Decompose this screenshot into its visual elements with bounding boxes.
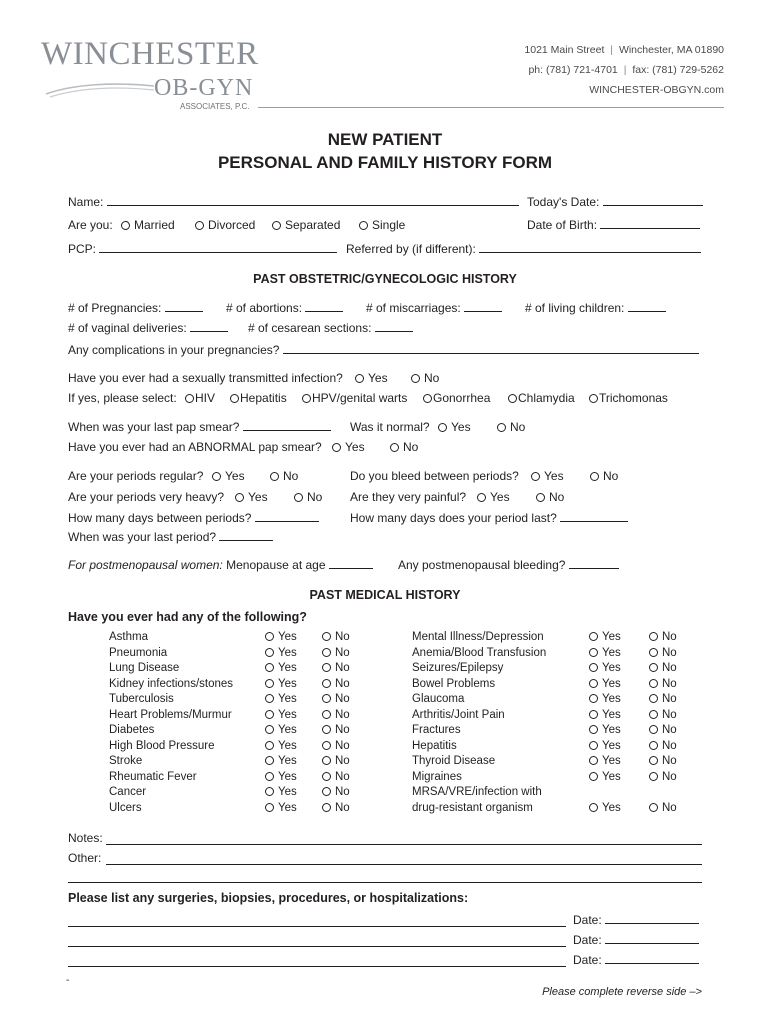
radio-icon	[649, 772, 658, 781]
days-last-field[interactable]	[560, 520, 628, 522]
right-condition-no-option[interactable]: No	[649, 693, 677, 705]
medical-heading: PAST MEDICAL HISTORY	[309, 588, 461, 602]
left-condition-label: Kidney infections/stones	[109, 677, 234, 690]
mrsa-yes-option[interactable]: Yes	[589, 802, 621, 814]
sti-chlamydia[interactable]: Chlamydia	[508, 391, 575, 405]
right-condition-no-option[interactable]: No	[649, 771, 677, 783]
last-period-field[interactable]	[219, 539, 273, 541]
surgery-date-label-3: Date:	[573, 953, 602, 967]
todays-date-label: Today's Date:	[527, 195, 600, 209]
radio-icon	[355, 374, 364, 383]
radio-icon	[649, 648, 658, 657]
radio-icon	[423, 394, 432, 403]
postmeno-bleeding-field[interactable]	[569, 567, 619, 569]
right-condition-no-option[interactable]: No	[649, 755, 677, 767]
right-condition-yes-option[interactable]: Yes	[589, 662, 621, 674]
if-yes-label: If yes, please select:	[68, 391, 177, 405]
painful-label: Are they very painful?	[350, 490, 467, 504]
pcp-label: PCP:	[68, 242, 97, 256]
address: 1021 Main Street	[524, 44, 605, 56]
status-separated[interactable]: Separated	[272, 218, 340, 232]
other-field-line2[interactable]	[68, 882, 702, 883]
notes-field[interactable]	[106, 844, 702, 845]
radio-icon	[265, 632, 274, 641]
status-divorced[interactable]: Divorced	[195, 218, 255, 232]
left-condition-label: Diabetes	[109, 724, 155, 736]
radio-icon	[294, 493, 303, 502]
radio-icon	[322, 741, 331, 750]
other-field[interactable]	[106, 864, 702, 865]
sti-gonorrhea[interactable]: Gonorrhea	[423, 391, 490, 405]
radio-icon	[649, 756, 658, 765]
right-condition-yes-option[interactable]: Yes	[589, 693, 621, 705]
footer-reverse-note: Please complete reverse side –>	[542, 986, 702, 998]
radio-icon	[322, 632, 331, 641]
right-condition-no-option[interactable]: No	[649, 647, 677, 659]
right-condition-no-option[interactable]: No	[649, 631, 677, 643]
left-condition-label: Cancer	[109, 786, 147, 798]
periods-regular-label: Are your periods regular?	[68, 469, 204, 483]
right-condition-yes-option[interactable]: Yes	[589, 740, 621, 752]
radio-icon	[649, 710, 658, 719]
pap-last-field[interactable]	[243, 429, 331, 431]
pap-abnormal-no[interactable]: No	[390, 440, 418, 454]
radio-icon	[589, 803, 598, 812]
radio-icon	[265, 679, 274, 688]
right-condition-no-option[interactable]: No	[649, 662, 677, 674]
radio-icon	[649, 632, 658, 641]
right-condition-label: Hepatitis	[412, 739, 457, 752]
mrsa-no-option[interactable]: No	[649, 802, 677, 814]
left-condition-yes-option[interactable]: Yes	[265, 802, 297, 814]
sti-hepatitis[interactable]: Hepatitis	[230, 391, 287, 405]
right-condition-yes-option[interactable]: Yes	[589, 678, 621, 690]
surgery-date-field-3[interactable]	[605, 962, 699, 964]
menopause-age-label: Menopause at age	[226, 558, 326, 572]
postmeno-label: For postmenopausal women:	[68, 558, 223, 572]
radio-icon	[536, 493, 545, 502]
left-condition-label: Pneumonia	[109, 646, 168, 659]
right-condition-label: Glaucoma	[412, 693, 465, 705]
dob-label: Date of Birth:	[527, 218, 598, 232]
logo-obgyn: OB-GYN	[154, 75, 254, 101]
radio-icon	[649, 663, 658, 672]
sti-no[interactable]: No	[411, 371, 439, 385]
radio-icon	[589, 679, 598, 688]
miscarriages-field[interactable]	[464, 310, 502, 312]
page-title-line2: PERSONAL AND FAMILY HISTORY FORM	[217, 153, 553, 172]
cesarean-label: # of cesarean sections:	[248, 321, 372, 335]
abortions-field[interactable]	[305, 310, 343, 312]
logo-associates: ASSOCIATES, P.C.	[180, 102, 250, 111]
other-label: Other:	[68, 851, 102, 865]
sti-yes[interactable]: Yes	[355, 371, 388, 385]
radio-icon	[589, 772, 598, 781]
radio-icon	[589, 648, 598, 657]
pregnancies-label: # of Pregnancies:	[68, 301, 162, 315]
vaginal-deliveries-field[interactable]	[190, 330, 228, 332]
radio-icon	[589, 694, 598, 703]
sti-hpv[interactable]: HPV/genital warts	[302, 391, 407, 405]
days-between-field[interactable]	[255, 520, 319, 522]
right-condition-label: Mental Illness/Depression	[412, 631, 544, 643]
pregnancies-field[interactable]	[165, 310, 203, 312]
right-condition-yes-option[interactable]: Yes	[589, 771, 621, 783]
radio-icon	[322, 725, 331, 734]
logo-swoosh-icon	[44, 76, 156, 98]
right-condition-label: Seizures/Epilepsy	[412, 662, 504, 674]
left-condition-yes-option[interactable]: Yes	[265, 662, 297, 674]
radio-icon	[265, 710, 274, 719]
surgery-field-2[interactable]	[68, 946, 566, 947]
miscarriages-label: # of miscarriages:	[366, 301, 461, 315]
vaginal-deliveries-label: # of vaginal deliveries:	[68, 321, 187, 335]
right-condition-label: Thyroid Disease	[412, 755, 496, 767]
left-condition-yes-option[interactable]: Yes	[265, 631, 297, 643]
left-condition-label: High Blood Pressure	[109, 739, 215, 752]
days-between-label: How many days between periods?	[68, 511, 252, 525]
left-condition-label: Heart Problems/Murmur	[109, 708, 232, 721]
radio-icon	[322, 803, 331, 812]
right-condition-label: Arthritis/Joint Pain	[412, 708, 505, 721]
radio-icon	[649, 741, 658, 750]
surgeries-heading: Please list any surgeries, biopsies, procedures, or hospitalizations:	[68, 891, 469, 905]
right-condition-no-option[interactable]: No	[649, 740, 677, 752]
postmeno-bleeding-label: Any postmenopausal bleeding?	[398, 558, 566, 572]
painful-no[interactable]: No	[536, 490, 564, 504]
radio-icon	[649, 803, 658, 812]
obgyn-heading: PAST OBSTETRIC/GYNECOLOGIC HISTORY	[253, 272, 517, 286]
radio-icon	[390, 443, 399, 452]
bleed-between-yes[interactable]: Yes	[531, 469, 564, 483]
periods-regular-yes[interactable]: Yes	[212, 469, 245, 483]
left-condition-yes-option[interactable]: Yes	[265, 786, 297, 798]
left-condition-no-option[interactable]: No	[322, 647, 350, 659]
left-condition-yes-option[interactable]: Yes	[265, 647, 297, 659]
right-condition-label: Bowel Problems	[412, 677, 496, 690]
surgery-field-3[interactable]	[68, 966, 566, 967]
name-label: Name:	[68, 195, 104, 209]
radio-icon	[589, 756, 598, 765]
header-rule	[258, 107, 724, 108]
radio-icon	[265, 648, 274, 657]
radio-icon	[322, 679, 331, 688]
left-condition-no-option[interactable]: No	[322, 678, 350, 690]
radio-icon	[272, 221, 281, 230]
right-condition-no-option[interactable]: No	[649, 678, 677, 690]
left-condition-yes-option[interactable]: Yes	[265, 693, 297, 705]
pap-abnormal-yes[interactable]: Yes	[332, 440, 365, 454]
phone: ph: (781) 721-4701	[528, 64, 618, 76]
left-condition-label: Stroke	[109, 755, 143, 767]
status-married[interactable]: Married	[121, 218, 175, 232]
sti-hiv[interactable]: HIV	[185, 391, 215, 405]
days-last-label: How many days does your period last?	[350, 511, 557, 525]
painful-yes[interactable]: Yes	[477, 490, 510, 504]
radio-icon	[590, 472, 599, 481]
periods-heavy-label: Are your periods very heavy?	[68, 490, 225, 504]
right-condition-yes-option[interactable]: Yes	[589, 755, 621, 767]
living-children-field[interactable]	[628, 310, 666, 312]
surgery-date-label-1: Date:	[573, 913, 602, 927]
radio-icon	[265, 694, 274, 703]
left-condition-yes-option[interactable]: Yes	[265, 709, 297, 721]
left-condition-yes-option[interactable]: Yes	[265, 740, 297, 752]
right-condition-yes-option[interactable]: Yes	[589, 724, 621, 736]
left-condition-no-option[interactable]: No	[322, 771, 350, 783]
menopause-age-field[interactable]	[329, 567, 373, 569]
living-children-label: # of living children:	[525, 301, 625, 315]
referred-field[interactable]	[479, 251, 701, 253]
radio-icon	[589, 394, 598, 403]
right-condition-yes-option[interactable]: Yes	[589, 631, 621, 643]
right-condition-label: Anemia/Blood Transfusion	[412, 646, 547, 659]
radio-icon	[265, 741, 274, 750]
radio-icon	[265, 663, 274, 672]
dob-field[interactable]	[600, 227, 700, 229]
radio-icon	[265, 803, 274, 812]
radio-icon	[589, 663, 598, 672]
radio-icon	[265, 772, 274, 781]
left-condition-no-option[interactable]: No	[322, 631, 350, 643]
right-condition-yes-option[interactable]: Yes	[589, 647, 621, 659]
radio-icon	[235, 493, 244, 502]
left-condition-no-option[interactable]: No	[322, 786, 350, 798]
periods-regular-no[interactable]: No	[270, 469, 298, 483]
left-condition-label: Ulcers	[109, 801, 142, 814]
radio-icon	[322, 710, 331, 719]
radio-icon	[589, 741, 598, 750]
radio-icon	[332, 443, 341, 452]
radio-icon	[508, 394, 517, 403]
name-field[interactable]	[107, 204, 519, 206]
footer-mark: -	[66, 975, 70, 986]
radio-icon	[322, 694, 331, 703]
pap-normal-no[interactable]: No	[497, 420, 525, 434]
radio-icon	[212, 472, 221, 481]
right-condition-yes-option[interactable]: Yes	[589, 709, 621, 721]
sti-trichomonas[interactable]: Trichomonas	[589, 391, 668, 405]
radio-icon	[322, 787, 331, 796]
radio-icon	[185, 394, 194, 403]
todays-date-field[interactable]	[603, 204, 703, 206]
left-condition-no-option[interactable]: No	[322, 693, 350, 705]
radio-icon	[649, 694, 658, 703]
radio-icon	[531, 472, 540, 481]
periods-heavy-no[interactable]: No	[294, 490, 322, 504]
fax: fax: (781) 729-5262	[632, 64, 724, 76]
radio-icon	[265, 756, 274, 765]
pap-abnormal-label: Have you ever had an ABNORMAL pap smear?	[68, 440, 322, 454]
notes-label: Notes:	[68, 831, 103, 845]
right-condition-no-option[interactable]: No	[649, 709, 677, 721]
radio-icon	[322, 648, 331, 657]
left-condition-no-option[interactable]: No	[322, 724, 350, 736]
left-condition-no-option[interactable]: No	[322, 662, 350, 674]
bleed-between-no[interactable]: No	[590, 469, 618, 483]
website: WINCHESTER-OBGYN.com	[589, 84, 724, 96]
radio-icon	[265, 787, 274, 796]
right-condition-no-option[interactable]: No	[649, 724, 677, 736]
surgery-field-1[interactable]	[68, 926, 566, 927]
page-title-line1: NEW PATIENT	[327, 130, 443, 149]
radio-icon	[411, 374, 420, 383]
surgery-date-field-2[interactable]	[605, 942, 699, 944]
radio-icon	[589, 710, 598, 719]
left-condition-yes-option[interactable]: Yes	[265, 771, 297, 783]
left-condition-label: Asthma	[109, 631, 148, 643]
left-condition-no-option[interactable]: No	[322, 740, 350, 752]
radio-icon	[322, 663, 331, 672]
radio-icon	[438, 423, 447, 432]
radio-icon	[265, 725, 274, 734]
city: Winchester, MA 01890	[618, 44, 724, 56]
complications-label: Any complications in your pregnancies?	[68, 343, 280, 357]
radio-icon	[322, 772, 331, 781]
left-condition-label: Tuberculosis	[109, 693, 174, 705]
sti-question: Have you ever had a sexually transmitted infection?	[68, 371, 343, 385]
logo-winchester: WINCHESTER	[41, 36, 259, 72]
surgery-date-label-2: Date:	[573, 933, 602, 947]
left-condition-label: Rheumatic Fever	[109, 770, 197, 783]
radio-icon	[195, 221, 204, 230]
radio-icon	[589, 632, 598, 641]
left-condition-no-option[interactable]: No	[322, 802, 350, 814]
bleed-between-label: Do you bleed between periods?	[350, 469, 519, 483]
referred-label: Referred by (if different):	[346, 242, 476, 256]
status-single[interactable]: Single	[359, 218, 405, 232]
radio-icon	[322, 756, 331, 765]
are-you-label: Are you:	[68, 218, 113, 232]
surgery-date-field-1[interactable]	[605, 922, 699, 924]
radio-icon	[649, 725, 658, 734]
radio-icon	[477, 493, 486, 502]
radio-icon	[270, 472, 279, 481]
radio-icon	[649, 679, 658, 688]
pap-normal-yes[interactable]: Yes	[438, 420, 471, 434]
left-condition-yes-option[interactable]: Yes	[265, 724, 297, 736]
radio-icon	[121, 221, 130, 230]
left-condition-yes-option[interactable]: Yes	[265, 755, 297, 767]
right-condition-label: MRSA/VRE/infection with	[412, 786, 542, 798]
medical-subheading: Have you ever had any of the following?	[68, 610, 307, 624]
pap-last-label: When was your last pap smear?	[68, 420, 240, 434]
radio-icon	[589, 725, 598, 734]
left-condition-no-option[interactable]: No	[322, 755, 350, 767]
right-condition-label-continued: drug-resistant organism	[412, 801, 533, 814]
right-condition-label: Fractures	[412, 724, 461, 736]
left-condition-yes-option[interactable]: Yes	[265, 678, 297, 690]
radio-icon	[497, 423, 506, 432]
pap-normal-label: Was it normal?	[350, 420, 430, 434]
left-condition-label: Lung Disease	[109, 662, 180, 674]
abortions-label: # of abortions:	[226, 301, 303, 315]
last-period-label: When was your last period?	[68, 530, 217, 544]
pcp-field[interactable]	[99, 251, 337, 253]
radio-icon	[302, 394, 311, 403]
complications-field[interactable]	[283, 352, 699, 354]
right-condition-label: Migraines	[412, 770, 462, 783]
periods-heavy-yes[interactable]: Yes	[235, 490, 268, 504]
left-condition-no-option[interactable]: No	[322, 709, 350, 721]
radio-icon	[230, 394, 239, 403]
cesarean-field[interactable]	[375, 330, 413, 332]
radio-icon	[359, 221, 368, 230]
